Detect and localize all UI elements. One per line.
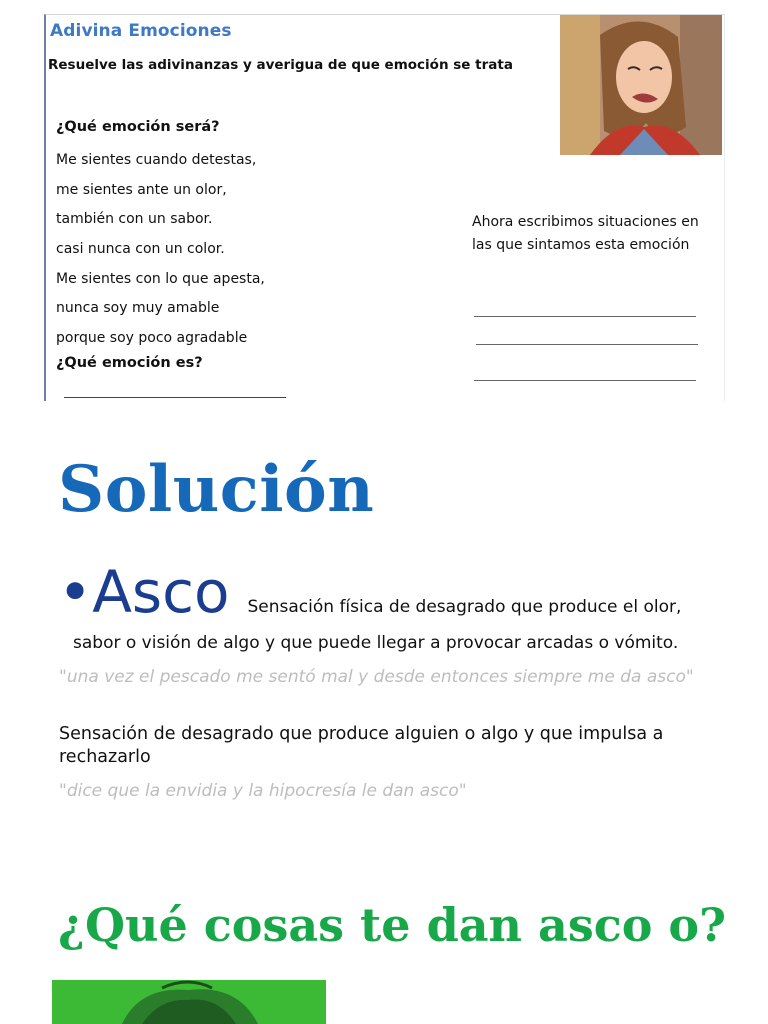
question-heading: ¿Qué cosas te dan asco o? (58, 898, 727, 952)
example-2: "dice que la envidia y la hipocresía le dan asco" (59, 781, 467, 801)
worksheet-card (44, 14, 725, 401)
example-1: "una vez el pescado me sentó mal y desde entonces siempre me da asco" (59, 667, 694, 687)
riddle-line: me sientes ante un olor, (56, 181, 227, 198)
definition-2: Sensación de desagrado que produce alguien o algo y que impulsa a rechazarlo (59, 724, 664, 767)
definition-1-continued: sabor o visión de algo y que puede llegar a provocar arcadas o vómito. (73, 633, 679, 653)
emotion-term: Asco (92, 558, 230, 626)
situations-prompt: Ahora escribimos situaciones en las que sintamos esta emoción (472, 214, 699, 253)
disgusted-girl-photo (560, 15, 722, 155)
situation-blank-line (476, 344, 698, 345)
riddle-question: ¿Qué emoción será? (56, 119, 220, 135)
disgusted-girl-illustration (560, 15, 722, 155)
definition-bullet (58, 558, 681, 626)
bullet-symbol: • (58, 558, 93, 626)
green-character-illustration (52, 980, 326, 1024)
answer-blank-line (64, 397, 286, 398)
riddle-line: porque soy poco agradable (56, 330, 248, 347)
solution-heading: Solución (58, 452, 375, 527)
riddle-line: Me sientes con lo que apesta, (56, 270, 265, 287)
worksheet-title: Adivina Emociones (50, 21, 232, 41)
riddle-line: casi nunca con un color. (56, 241, 225, 258)
riddle-text (56, 146, 265, 354)
situation-blank-line (474, 316, 696, 317)
definition-1-start: Sensación física de desagrado que produce el olor, (247, 597, 682, 617)
disgust-character-image (52, 980, 326, 1024)
answer-question: ¿Qué emoción es? (56, 355, 203, 371)
situation-blank-line (474, 380, 696, 381)
riddle-line: Me sientes cuando detestas, (56, 152, 257, 168)
riddle-line: nunca soy muy amable (56, 300, 220, 317)
riddle-line: también con un sabor. (56, 211, 213, 228)
worksheet-instructions: Resuelve las adivinanzas y averigua de que emoción se trata (48, 57, 513, 73)
